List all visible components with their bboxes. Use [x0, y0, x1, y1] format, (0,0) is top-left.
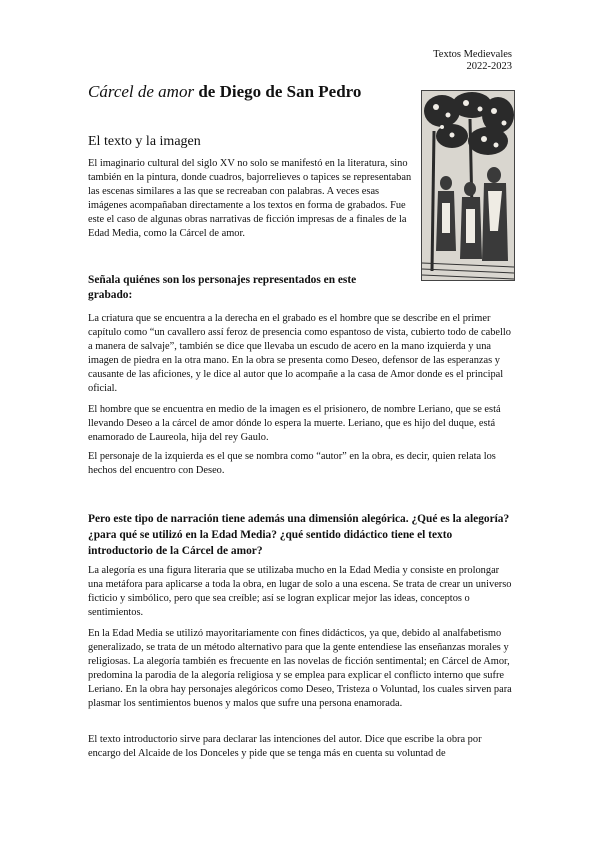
woodcut-illustration	[422, 91, 514, 280]
question-allegory: Pero este tipo de narración tiene además una dimensión alegórica. ¿Qué es la alegoría? ¿para qué se utilizó en la Edad Media? ¿qué sentido didáctico tiene el texto introductorio de la Cárcel de amor?	[88, 513, 510, 557]
answer-paragraph-autor: El personaje de la izquierda es el que se nombra como “autor” en la obra, es decir, quien relata los hechos del encuentro con Deseo.	[88, 451, 496, 476]
woodcut-engraving-image	[421, 90, 515, 281]
course-header	[433, 49, 512, 73]
answer-paragraph-leriano: El hombre que se encuentra en medio de la imagen es el prisionero, de nombre Leriano, que se está llevando Deseo a la cárcel de amor dónde lo espera la muerte. Leriano, que es hijo del duque, está enamorado de Laureola, hija del rey Gaulo.	[88, 404, 501, 443]
answer-paragraph-allegory-use: En la Edad Media se utilizó mayoritariamente con fines didácticos, ya que, debido al analfabetismo generalizado, se trata de un método alternativo para que la gente entendiese las enseñanzas morales y religiosas. La alegoría también es frecuente en las novelas de ficción sentimental; en Cárcel de Amor, predomina la parodia de la alegoría religiosa y se emplea para explicar el conflicto interno que sufre Leriano. En la obra hay personajes alegóricos como Deseo, Tristeza o Voluntad, los cuales sirven para plasmar los sentimientos buenos y malos que sufre una persona enamorada.	[88, 628, 512, 709]
answer-paragraph-allegory-definition: La alegoría es una figura literaria que se utilizaba mucho en la Edad Media y consiste en prolongar una metáfora para aplicarse a toda la obra, en lugar de solo a una escena. Se trata de crear un universo ficticio y simbólico, pero que sea creíble; así se logran explicar mejor las ideas, conceptos o sentimientos.	[88, 565, 512, 618]
question-characters: Señala quiénes son los personajes representados en este grabado:	[88, 274, 357, 301]
title-work: Cárcel de amor	[88, 82, 195, 101]
course-year: 2022-2023	[466, 61, 512, 72]
section-heading: El texto y la imagen	[88, 134, 201, 149]
course-series: Textos Medievales	[433, 49, 512, 60]
intro-paragraph: El imaginario cultural del siglo XV no solo se manifestó en la literatura, sino también en la pintura, donde cuadros, bajorrelieves o tapices se representaban las escenas similares a las que se recreaban con palabras. A veces esas imágenes acompañaban directamente a los textos en forma de grabados. Fue este el caso de algunas obras narrativas de ficción impresas de a finales de la Edad Media, como la Cárcel de amor.	[88, 158, 412, 239]
document-title	[88, 82, 361, 102]
answer-paragraph-introductory-text: El texto introductorio sirve para declarar las intenciones del autor. Dice que escribe la obra por encargo del Alcaide de los Donceles y pide que se tenga más en cuenta su voluntad de	[88, 734, 482, 759]
title-author: de Diego de San Pedro	[194, 82, 362, 101]
answer-paragraph-deseo: La criatura que se encuentra a la derecha en el grabado es el hombre que se describe en el primer capítulo como “un cavallero assí feroz de presencia como espantoso de vista, cubierto todo de cabello a manera de salvaje”, también se dice que llevaba un escudo de acero en la mano izquierda y una imagen de piedra en la otra mano. En la obra se presenta como Deseo, defensor de las esperanzas y causante de las aficiones, y le dice al autor que lo acompañe a la casa de Amor donde es el principal oficial.	[88, 313, 511, 394]
